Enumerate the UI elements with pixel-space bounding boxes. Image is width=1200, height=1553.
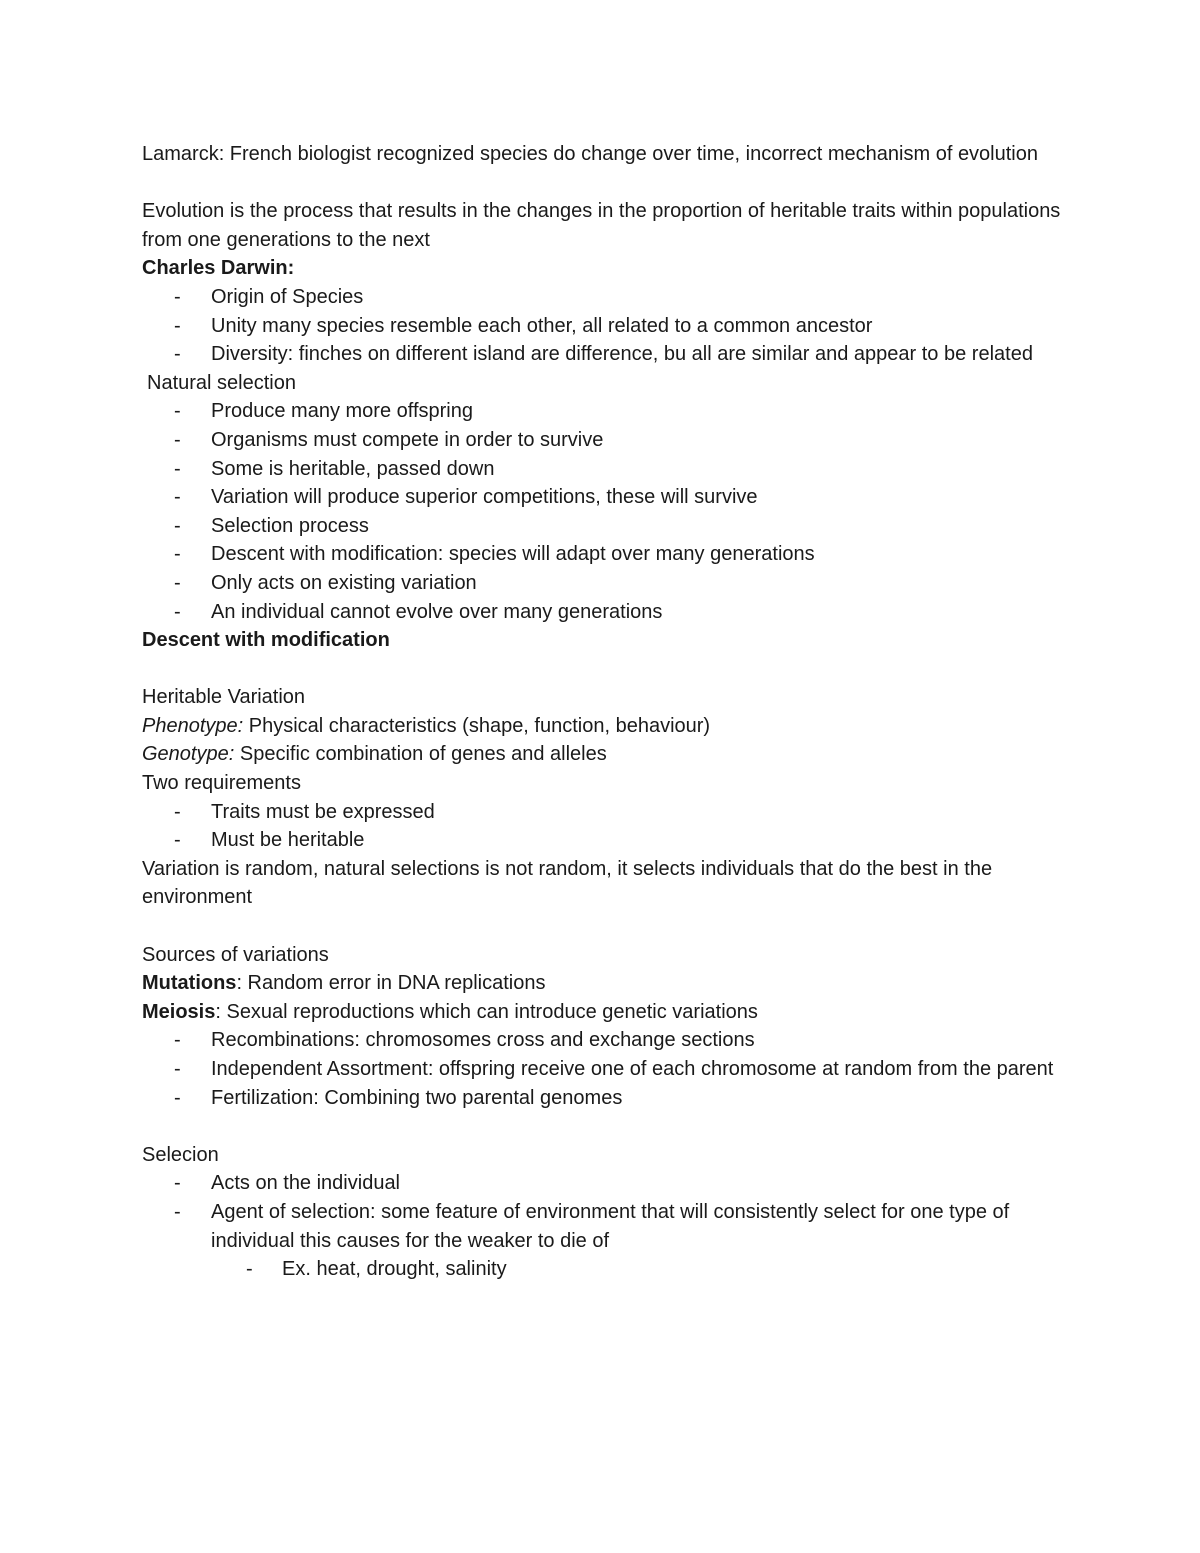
dash-bullet: - [174,1086,181,1109]
selection-heading: Selecion [142,1143,219,1166]
meiosis-term: Meiosis [142,1000,216,1023]
dash-bullet: - [174,543,181,566]
genotype-line [142,740,1072,769]
dash-bullet: - [174,1172,181,1195]
natural-selection-heading: Natural selection [147,371,296,394]
mutations-definition: : Random error in DNA replications [236,972,546,995]
list-item: - Descent with modification: species will adapt over many generations [142,540,1072,569]
phenotype-term: Phenotype: [142,714,244,737]
mutations-term: Mutations [142,972,237,995]
list-item: - Produce many more offspring [142,397,1072,426]
list-item: - Only acts on existing variation [142,569,1072,598]
dash-bullet: - [174,600,181,623]
dash-bullet: - [246,1258,253,1281]
list-item: - Must be heritable [142,826,1072,855]
descent-heading: Descent with modification [142,629,390,652]
genotype-term: Genotype: [142,743,235,766]
dash-bullet: - [174,1200,181,1223]
meiosis-definition: : Sexual reproductions which can introduce genetic variations [215,1000,758,1023]
list-item: - An individual cannot evolve over many generations [142,598,1072,627]
list-item: - Variation will produce superior competitions, these will survive [142,483,1072,512]
blank-line [142,169,1072,198]
mutations-line [142,969,1072,998]
blank-line [142,912,1072,941]
phenotype-definition: Physical characteristics (shape, function, behaviour) [243,714,711,737]
dash-bullet: - [174,400,181,423]
document-body [142,140,1072,1284]
evolution-definition: Evolution is the process that results in the changes in the proportion of heritable traits within populations from one generations to the next [142,200,1066,251]
list-item: - Independent Assortment: offspring receive one of each chromosome at random from the parent [142,1055,1072,1084]
dash-bullet: - [174,343,181,366]
dash-bullet: - [174,1058,181,1080]
list-item: - Acts on the individual [142,1169,1072,1198]
list-item: - Origin of Species [142,283,1072,312]
dash-bullet: - [174,829,181,852]
dash-bullet: - [174,428,181,451]
genotype-definition: Specific combination of genes and alleles [234,743,607,766]
dash-bullet: - [174,285,181,308]
list-item: - Agent of selection: some feature of environment that will consistently select for one type of individual this causes for the weaker to die of [142,1198,1072,1255]
dash-bullet: - [174,314,181,337]
phenotype-line [142,712,1072,741]
dash-bullet: - [174,1029,181,1052]
blank-line [142,655,1072,684]
list-item: - Some is heritable, passed down [142,455,1072,484]
list-item: - Diversity: finches on different island are difference, bu all are similar and appear to be related [142,340,1072,369]
dash-bullet: - [174,486,181,509]
meiosis-line [142,998,1072,1027]
blank-line [142,1112,1072,1141]
list-item: - Selection process [142,512,1072,541]
list-item: - Fertilization: Combining two parental genomes [142,1084,1072,1113]
nested-list-item: - Ex. heat, drought, salinity [142,1255,1072,1284]
list-item: - Traits must be expressed [142,798,1072,827]
dash-bullet: - [174,800,181,823]
sources-heading: Sources of variations [142,943,329,966]
dash-bullet: - [174,457,181,480]
darwin-heading: Charles Darwin: [142,257,295,280]
list-item: - Recombinations: chromosomes cross and exchange sections [142,1026,1072,1055]
dash-bullet: - [174,514,181,537]
heritable-heading: Heritable Variation [142,686,306,709]
variation-note: Variation is random, natural selections is not random, it selects individuals that do the best in the environment [142,857,998,909]
requirements-heading: Two requirements [142,772,301,795]
lamarck-paragraph: Lamarck: French biologist recognized species do change over time, incorrect mechanism of evolution [142,143,1038,165]
dash-bullet: - [174,571,181,594]
list-item: - Organisms must compete in order to survive [142,426,1072,455]
list-item: - Unity many species resemble each other, all related to a common ancestor [142,312,1072,341]
